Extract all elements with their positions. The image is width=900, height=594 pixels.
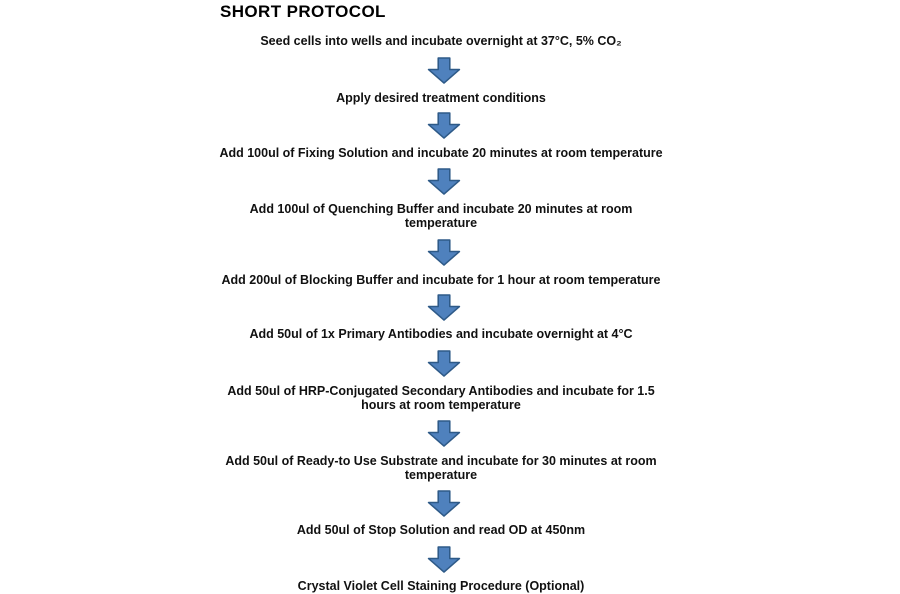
step-text: hours at room temperature	[361, 398, 521, 412]
step-apply-treatment	[0, 91, 882, 105]
step-text: Crystal Violet Cell Staining Procedure (Optional)	[297, 579, 585, 593]
step-text: Apply desired treatment conditions	[336, 91, 546, 105]
down-arrow-icon	[427, 294, 461, 321]
step-text: Add 50ul of Ready-to Use Substrate and incubate for 30 minutes at room	[225, 454, 657, 468]
down-arrow-icon	[427, 112, 461, 139]
down-arrow-icon	[427, 490, 461, 517]
step-quenching-buffer	[0, 202, 882, 230]
step-text: Seed cells into wells and incubate overnight at 37°C, 5% CO₂	[260, 34, 622, 48]
down-arrow-icon	[427, 546, 461, 573]
step-text: temperature	[404, 216, 478, 230]
step-text: Add 50ul of 1x Primary Antibodies and incubate overnight at 4°C	[249, 327, 633, 341]
step-text: temperature	[404, 468, 478, 482]
step-text: Add 100ul of Fixing Solution and incubate 20 minutes at room temperature	[219, 146, 663, 160]
down-arrow-icon	[427, 168, 461, 195]
down-arrow-icon	[427, 239, 461, 266]
step-primary-antibodies	[0, 327, 882, 341]
step-substrate	[0, 454, 882, 482]
step-crystal-violet	[0, 579, 882, 593]
step-text: Add 200ul of Blocking Buffer and incubate for 1 hour at room temperature	[221, 273, 661, 287]
step-blocking-buffer	[0, 273, 882, 287]
down-arrow-icon	[427, 350, 461, 377]
page-title: SHORT PROTOCOL	[220, 2, 386, 21]
step-text: Add 100ul of Quenching Buffer and incubate 20 minutes at room	[249, 202, 633, 216]
step-text: Add 50ul of Stop Solution and read OD at 450nm	[296, 523, 586, 537]
step-text: Add 50ul of HRP-Conjugated Secondary Antibodies and incubate for 1.5	[227, 384, 655, 398]
step-seed-cells	[0, 34, 882, 48]
step-fixing-solution	[0, 146, 882, 160]
step-stop-solution	[0, 523, 882, 537]
down-arrow-icon	[427, 420, 461, 447]
step-secondary-antibodies	[0, 384, 882, 412]
down-arrow-icon	[427, 57, 461, 84]
